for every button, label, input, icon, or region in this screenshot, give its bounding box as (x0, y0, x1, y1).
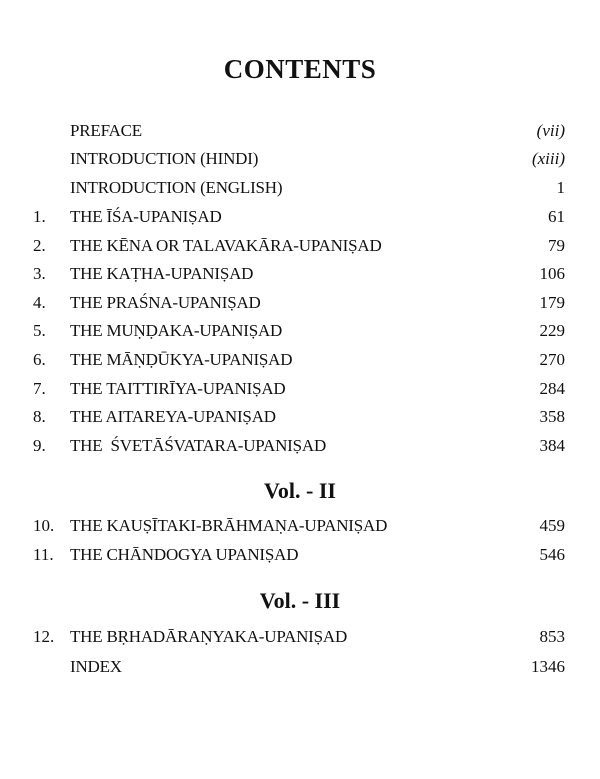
toc-row (0, 234, 600, 258)
toc-page-number: 358 (539, 407, 565, 426)
toc-item-number: 11. (33, 545, 54, 564)
toc-page-number: 270 (539, 350, 565, 369)
toc-page-number: 459 (539, 516, 565, 535)
toc-row (0, 514, 600, 538)
volume-heading-2: Vol. - II (264, 478, 336, 503)
toc-page-number: 1 (556, 178, 565, 197)
toc-entry-title: THE KAUṢĪTAKI-BRĀHMAṆA-UPANIṢAD (70, 516, 388, 535)
toc-page-number: 179 (539, 293, 565, 312)
toc-item-number: 1. (33, 207, 46, 226)
toc-page-number: (vii) (536, 121, 565, 140)
toc-entry-title: THE MĀṆḌŪKYA-UPANIṢAD (70, 350, 293, 369)
toc-entry-title: THE AITAREYA-UPANIṢAD (70, 407, 276, 426)
toc-entry-title: INTRODUCTION (HINDI) (70, 149, 259, 168)
toc-page-number: 853 (539, 627, 565, 646)
toc-item-number: 7. (33, 379, 46, 398)
toc-page-number: 384 (539, 436, 565, 455)
toc-row (0, 543, 600, 567)
toc-item-number: 8. (33, 407, 46, 426)
toc-row (0, 377, 600, 401)
toc-page-number: 61 (548, 207, 565, 226)
toc-row (0, 434, 600, 458)
volume-heading-3: Vol. - III (259, 588, 341, 613)
toc-entry-title: THE MUṆḌAKA-UPANIṢAD (70, 321, 283, 340)
toc-page-number: 284 (539, 379, 565, 398)
toc-item-number: 10. (33, 516, 55, 535)
toc-row (0, 262, 600, 286)
toc-row (0, 625, 600, 649)
toc-entry-title: THE ĪŚA-UPANIṢAD (70, 207, 222, 226)
toc-item-number: 12. (33, 627, 55, 646)
toc-row (0, 319, 600, 343)
toc-entry-title: THE TAITTIRĪYA-UPANIṢAD (70, 379, 286, 398)
toc-entry-title: THE KAṬHA-UPANIṢAD (70, 264, 254, 283)
toc-row (0, 291, 600, 315)
toc-entry-title: INTRODUCTION (ENGLISH) (70, 178, 283, 197)
toc-entry-title: THE BṚHADĀRAṆYAKA-UPANIṢAD (70, 627, 348, 646)
toc-item-number: 3. (33, 264, 46, 283)
toc-entry-title: THE ŚVETĀŚVATARA-UPANIṢAD (70, 436, 327, 455)
toc-row-introduction-hindi (0, 147, 600, 171)
toc-item-number: 9. (33, 436, 46, 455)
toc-page-number: 546 (539, 545, 565, 564)
toc-page-number: (xiii) (531, 149, 565, 168)
toc-row (0, 405, 600, 429)
toc-entry-title: PREFACE (70, 121, 142, 140)
toc-entry-title: INDEX (70, 657, 122, 676)
toc-page-number: 229 (539, 321, 565, 340)
toc-item-number: 2. (33, 236, 46, 255)
toc-row-introduction-english (0, 176, 600, 200)
toc-entry-title: THE KĒNA OR TALAVAKĀRA-UPANIṢAD (70, 236, 382, 255)
toc-entry-title: THE PRAŚNA-UPANIṢAD (70, 293, 261, 312)
toc-page-number: 106 (539, 264, 565, 283)
toc-row (0, 205, 600, 229)
toc-item-number: 4. (33, 293, 46, 312)
toc-row-index (0, 655, 600, 679)
toc-row (0, 348, 600, 372)
toc-entry-title: THE CHĀNDOGYA UPANIṢAD (70, 545, 299, 564)
toc-page-number: 1346 (531, 657, 565, 676)
toc-row-preface (0, 119, 600, 143)
toc-item-number: 5. (33, 321, 46, 340)
toc-page-number: 79 (548, 236, 565, 255)
page-title: CONTENTS (223, 54, 377, 84)
toc-item-number: 6. (33, 350, 46, 369)
